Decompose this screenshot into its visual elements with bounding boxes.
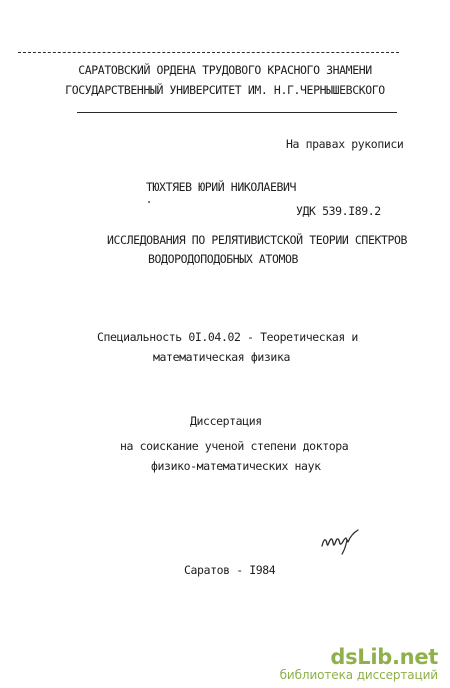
degree-purpose-line-1: на соискание ученой степени доктора (120, 439, 349, 453)
top-rule (18, 52, 399, 53)
udc-code: УДК 539.I89.2 (296, 204, 381, 218)
handwritten-signature (320, 526, 362, 556)
institution-line-2: ГОСУДАРСТВЕННЫЙ УНИВЕРСИТЕТ ИМ. Н.Г.ЧЕРНЫШЕВСКОГО (65, 83, 385, 97)
author-name: ТЮХТЯЕВ ЮРИЙ НИКОЛАЕВИЧ (146, 180, 297, 194)
watermark-subtitle: библиотека диссертаций (279, 668, 438, 682)
watermark (280, 646, 438, 682)
institution-line-1: САРАТОВСКИЙ ОРДЕНА ТРУДОВОГО КРАСНОГО ЗНАМЕНИ (78, 63, 372, 77)
dissertation-title-line-2: ВОДОРОДОПОДОБНЫХ АТОМОВ (148, 252, 299, 266)
specialty-line-1: Специальность 0I.04.02 - Теоретическая и (97, 330, 358, 344)
watermark-logo: dsLib.net (330, 645, 438, 669)
paper-speck (148, 201, 150, 203)
manuscript-rights-note: На правах рукописи (286, 137, 404, 151)
work-type: Диссертация (190, 414, 262, 428)
city-and-year: Саратов - I984 (184, 563, 276, 577)
specialty-line-2: математическая физика (153, 350, 290, 364)
degree-purpose-line-2: физико-математических наук (151, 459, 321, 473)
dissertation-title-line-1: ИССЛЕДОВАНИЯ ПО РЕЛЯТИВИСТСКОЙ ТЕОРИИ СПЕКТРОВ (107, 233, 408, 247)
header-underline (77, 112, 397, 113)
